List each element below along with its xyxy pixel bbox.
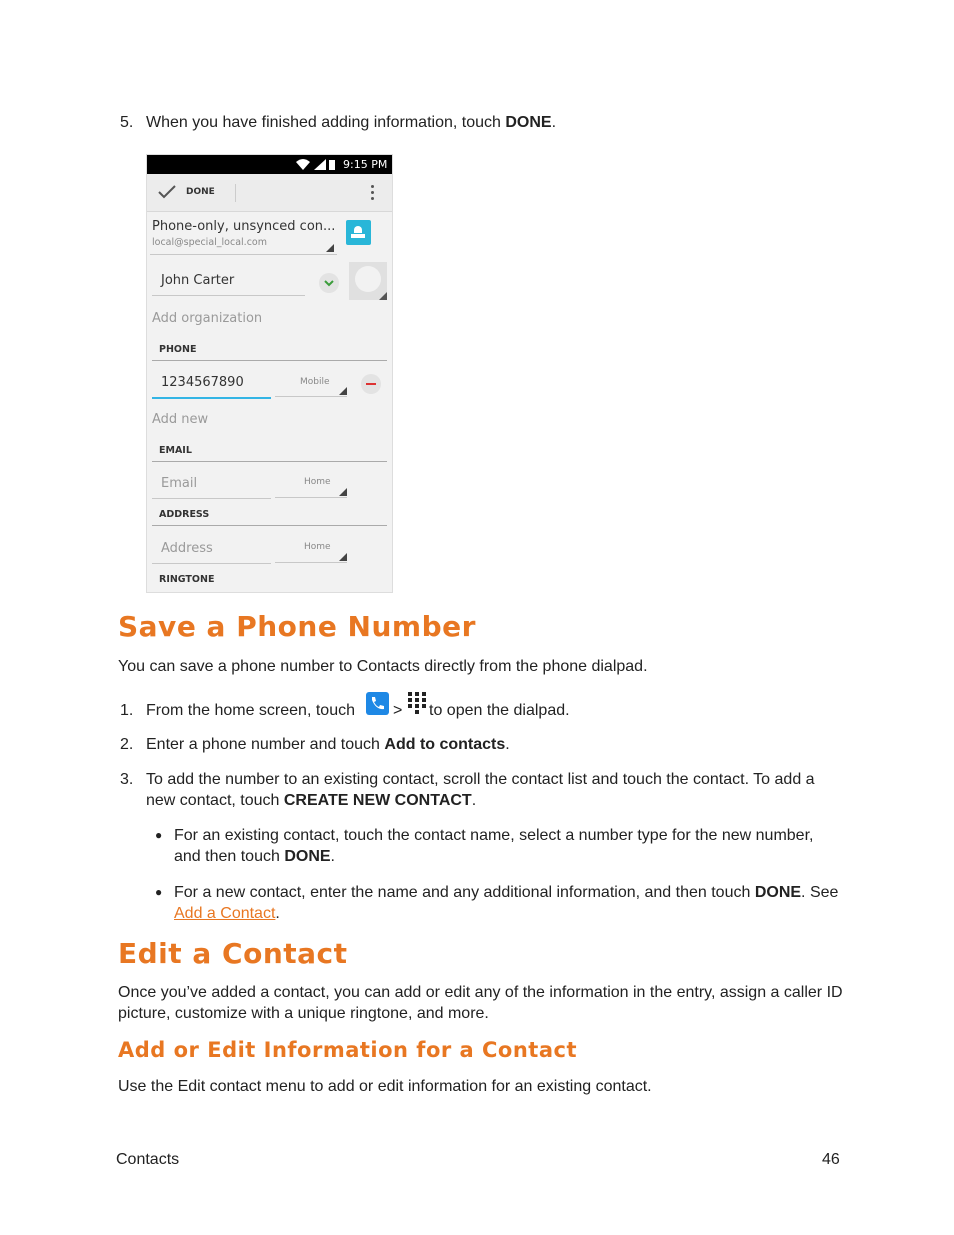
address-section-header: ADDRESS — [159, 509, 210, 520]
bullet-icon: ● — [155, 828, 163, 842]
step-number: 1. — [120, 702, 134, 719]
expand-icon[interactable] — [319, 273, 339, 293]
page-number: 46 — [822, 1151, 840, 1168]
bullet-existing-contact: ● For an existing contact, touch the contact name, select a number type for the new number, and then touch DONE. — [155, 827, 814, 865]
status-time: 9:15 PM — [343, 158, 388, 171]
email-section-header: EMAIL — [159, 445, 192, 456]
edit-contact-screenshot — [146, 154, 393, 593]
step-2: 2. Enter a phone number and touch Add to contacts. — [120, 736, 510, 753]
step-5: 5. When you have finished adding information, touch DONE. — [120, 114, 557, 131]
contact-name-field[interactable]: John Carter — [161, 273, 235, 288]
phone-type-select[interactable]: Mobile — [300, 377, 330, 387]
step-number: 2. — [120, 736, 134, 753]
section-title-save-phone: Save a Phone Number — [118, 610, 476, 643]
remove-icon[interactable] — [361, 374, 381, 394]
subsection-title-add-edit-info: Add or Edit Information for a Contact — [118, 1038, 578, 1062]
action-bar — [147, 174, 393, 212]
step-number: 5. — [120, 114, 134, 131]
signal-icons — [295, 158, 337, 171]
done-label: DONE — [186, 187, 215, 197]
checkmark-icon — [157, 185, 177, 199]
save-intro: You can save a phone number to Contacts directly from the phone dialpad. — [118, 658, 648, 675]
step-bold: DONE — [505, 114, 552, 131]
account-name: Phone-only, unsynced con... — [152, 219, 336, 234]
subsection-intro: Use the Edit contact menu to add or edit information for an existing contact. — [118, 1078, 652, 1095]
add-new-link[interactable]: Add new — [152, 412, 209, 427]
bullet-icon: ● — [155, 885, 163, 899]
phone-app-icon — [366, 692, 389, 715]
add-organization-link[interactable]: Add organization — [152, 311, 263, 326]
step-3: 3. To add the number to an existing contact, scroll the contact list and touch the contact. To add a new contact, touch CREATE NEW CONTACT. — [120, 771, 815, 809]
status-bar — [147, 155, 393, 174]
contact-card-icon — [346, 220, 371, 245]
step-number: 3. — [120, 771, 134, 788]
footer-section: Contacts — [116, 1151, 180, 1168]
add-a-contact-link[interactable]: Add a Contact — [174, 905, 276, 922]
divider — [235, 184, 236, 202]
bullet-new-contact: ● For a new contact, enter the name and any additional information, and then touch DONE. See Add a Contact. — [155, 884, 839, 922]
dialpad-icon — [408, 692, 426, 714]
step-text: When you have finished adding information, touch — [146, 114, 506, 131]
account-email: local@special_local.com — [152, 237, 267, 248]
done-button[interactable] — [157, 179, 237, 207]
step-1: 1. From the home screen, touch > to open the dialpad. — [0, 692, 954, 722]
overflow-menu-icon[interactable] — [368, 184, 376, 202]
ringtone-section-header: RINGTONE — [159, 574, 215, 585]
email-type-select[interactable]: Home — [304, 477, 331, 487]
address-field[interactable]: Address — [161, 541, 213, 556]
address-type-select[interactable]: Home — [304, 542, 331, 552]
phone-number-field[interactable]: 1234567890 — [161, 375, 244, 390]
avatar-icon[interactable] — [349, 262, 387, 300]
email-field[interactable]: Email — [161, 476, 198, 491]
section-title-edit-contact: Edit a Contact — [118, 937, 348, 970]
phone-section-header: PHONE — [159, 344, 197, 355]
dropdown-indicator[interactable] — [326, 244, 334, 252]
edit-intro: Once you’ve added a contact, you can add or edit any of the information in the entry, assign a caller ID picture, customize with a unique ringtone, and more. — [118, 984, 843, 1022]
